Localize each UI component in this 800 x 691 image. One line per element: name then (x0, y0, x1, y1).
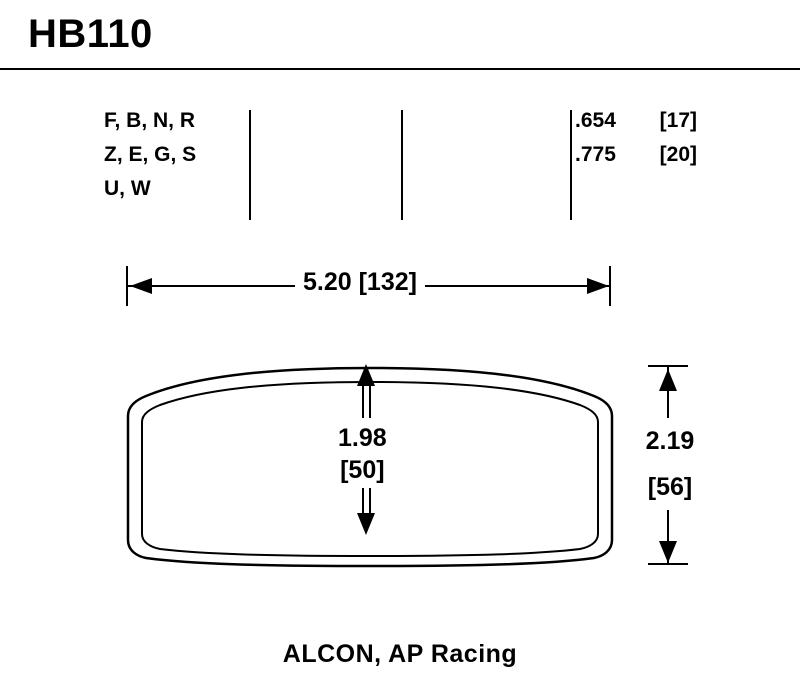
column-separator-3 (570, 110, 572, 220)
width-dimension-label: 5.20 [132] (295, 268, 425, 297)
arrow-down-icon (659, 541, 677, 563)
inner-dimension-line (362, 386, 364, 418)
compound-row: U, W (104, 177, 151, 200)
header-divider (0, 68, 800, 70)
compound-row: Z, E, G, S (104, 143, 197, 166)
inner-height-dimension-label (332, 420, 393, 488)
arrow-up-icon (357, 364, 375, 386)
compound-row: F, B, N, R (104, 109, 196, 132)
thickness-row (575, 104, 697, 138)
inner-height-mm: [50] (340, 456, 385, 484)
inner-height-inch: 1.98 (338, 424, 387, 452)
thickness-column (575, 104, 705, 172)
column-separator-1 (249, 110, 251, 220)
arrow-right-icon (587, 278, 609, 294)
overall-height-inch: 2.19 (645, 427, 695, 455)
overall-height-mm: [56] (647, 473, 693, 501)
arrow-left-icon (130, 278, 152, 294)
thickness-row (575, 138, 697, 172)
thickness-mm: [20] (659, 143, 697, 166)
column-separator-2 (401, 110, 403, 220)
overall-height-dimension-label (640, 418, 700, 510)
thickness-mm: [17] (659, 109, 697, 132)
page-title: HB110 (28, 12, 153, 56)
arrow-up-icon (659, 369, 677, 391)
inner-dimension-line (369, 386, 371, 418)
compound-codes-column (104, 104, 196, 206)
application-caption: ALCON, AP Racing (282, 640, 518, 668)
thickness-inch: .775 (575, 143, 616, 166)
arrow-down-icon (357, 513, 375, 535)
thickness-inch: .654 (575, 109, 616, 132)
